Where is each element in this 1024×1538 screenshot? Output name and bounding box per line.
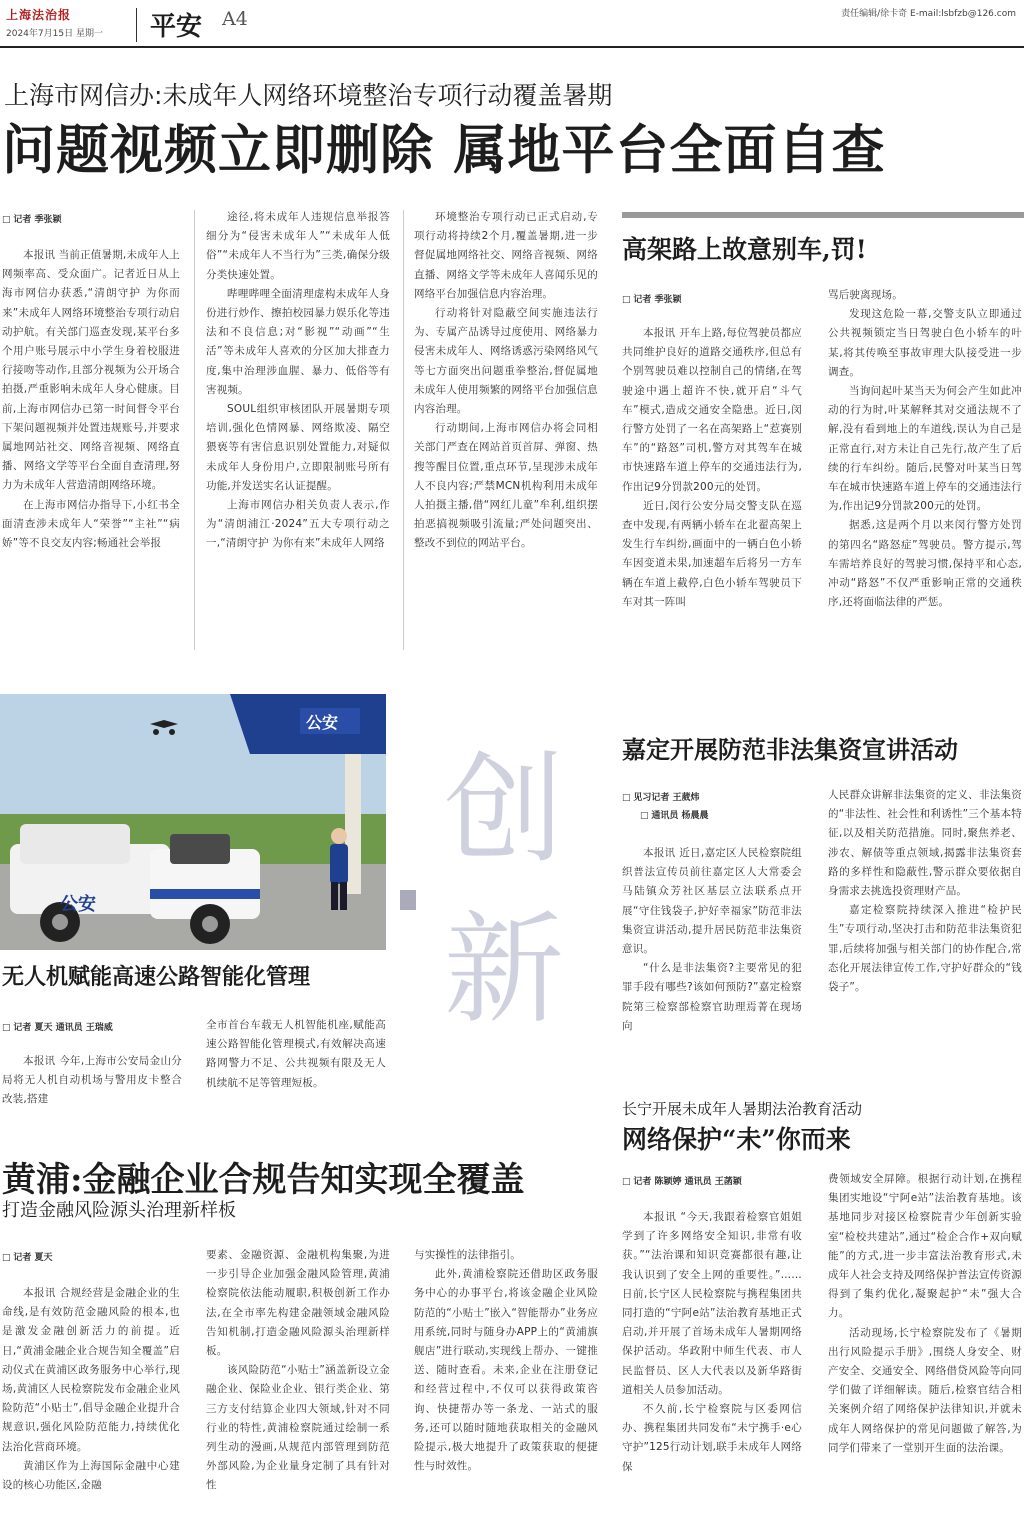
- jiading-col-2: [828, 786, 1022, 1056]
- drone-headline: 无人机赋能高速公路智能化管理: [2, 964, 311, 990]
- changning-col-1: [622, 1208, 802, 1536]
- main-col-3: [414, 208, 598, 650]
- paragraph: 途径,将未成年人违规信息举报答细分为“侵害未成年人”“未成年人低俗”“未成年人不当行为”三类,确保分级分类快速处置。: [206, 211, 390, 281]
- drone-police-photo: [0, 694, 386, 950]
- paragraph: 不久前,长宁检察院与区委网信办、携程集团共同发布“未宁携手·e心守护”125行动计划,联手未成年人网络保: [622, 1403, 802, 1473]
- drone-col-1: [2, 1052, 182, 1116]
- paragraph: 据悉,这是两个月以来闵行警方处罚的第四名“路怒症”驾驶员。警方提示,驾车需培养良好的驾驶习惯,保持平和心态,冲动“路怒”不仅严重影响正常的交通秩序,还将面临法律的严惩。: [828, 519, 1022, 609]
- section-name: 平安: [150, 12, 203, 42]
- byline-text: 通讯员 杨晨晨: [651, 811, 709, 821]
- expressway-headline: 高架路上故意别车,罚!: [622, 235, 867, 264]
- changning-kicker: 长宁开展未成年人暑期法治教育活动: [622, 1100, 863, 1118]
- paragraph: 本报讯 合规经营是金融企业的生命线,是有效防范金融风险的根本,也是激发金融创新活力的前提。近日,“黄浦金融企业合规告知全覆盖”启动仪式在黄浦区政务服务中心举行,现场,黄浦区人民检察院发布金融企业风险防范“小贴士”,倡导金融企业提升合规意识,强化风险防范能力,持续优化法治化营商环境。: [2, 1287, 180, 1453]
- paragraph: 行动期间,上海市网信办将会同相关部门严查在网站首页首屏、弹窗、热搜等醒目位置,重点环节,呈现涉未成年人不良内容;严禁MCN机构利用未成年人拍摄主播,借“网红儿童”牟利,组织摆拍恶搞视频吸引流量;严处问题突出、整改不到位的网站平台。: [414, 422, 598, 550]
- drone-byline: □ 记者 夏天 通讯员 王瑞威: [2, 1020, 113, 1033]
- huangpu-headline: 黄浦:金融企业合规告知实现全覆盖: [2, 1160, 525, 1200]
- main-col-2: [206, 208, 390, 650]
- decorative-char: 新: [444, 901, 564, 1040]
- paragraph: 本报讯 开车上路,每位驾驶员都应共同维护良好的道路交通秩序,但总有个别驾驶员难以控制自己的情绪,在驾驶途中遇上超许不快,就开启“斗气车”模式,造成交通安全隐患。近日,闵行警方处罚了一名在高架路上“惹赛别车”的“路怒”司机,警方对其驾车在城市快速路车道上停车的交通违法行为,作出记9分罚款200元的处罚。: [622, 327, 802, 493]
- huangpu-col-1: [2, 1284, 180, 1536]
- column-rule: [194, 210, 195, 650]
- huangpu-col-2: [206, 1246, 390, 1536]
- paragraph: 上海市网信办相关负责人表示,作为“清朗浦江·2024”五大专项行动之一,“清朗守护 为你有来”未成年人网络: [206, 499, 390, 550]
- jiading-headline: 嘉定开展防范非法集资宣讲活动: [622, 735, 958, 764]
- paragraph: 与实操性的法律指引。: [414, 1249, 521, 1261]
- main-kicker: 上海市网信办:未成年人网络环境整治专项行动覆盖暑期: [4, 81, 613, 110]
- paragraph: 费领域安全屏障。根据行动计划,在携程集团实地设“宁阿e站”法治教育基地。该基地同步对接区检察院青少年创新实验室“检校共建站”,通过“检企合作+双向赋能”的方式,进一步丰富法治教育形式,未成年人社会支持及网络保护普法宣传资源得到了集约优化,凝聚起护“未”强大合力。: [828, 1173, 1022, 1320]
- changning-byline: □ 记者 陈颖婷 通讯员 王菡颖: [622, 1174, 742, 1187]
- paragraph: 在上海市网信办指导下,小红书全面清查涉未成年人“荣誉”“主社”“病娇”等不良交友内容;畅通社会举报: [2, 498, 180, 550]
- paragraph: 黄浦区作为上海国际金融中心建设的核心功能区,金融: [2, 1459, 180, 1492]
- decorative-char: 创: [444, 741, 564, 880]
- photo-police-label: 公安: [60, 894, 96, 915]
- column-rule: [403, 210, 404, 650]
- paragraph: 发现这危险一幕,交警支队立即通过公共视频锁定当日驾驶白色小轿车的叶某,将其传唤至事故审理大队接受进一步调查。: [828, 308, 1022, 378]
- jiading-byline-2: [640, 808, 709, 821]
- issue-date: 2024年7月15日 星期一: [6, 29, 103, 39]
- paragraph: 骂后驶离现场。: [828, 289, 903, 301]
- masthead-divider: [136, 8, 137, 42]
- page-number: A4: [222, 8, 248, 30]
- editor-credit: 责任编辑/徐卡奇 E-mail:lsbfzb@126.com: [841, 9, 1016, 19]
- expressway-col-1: [622, 324, 802, 690]
- changning-headline: 网络保护“未”你而来: [622, 1125, 851, 1154]
- paragraph: 本报讯 “今天,我跟着检察官姐姐学到了许多网络安全知识,非常有收获。”“法治课和知识竞赛都很有趣,让我认识到了安全上网的重要性。”……日前,长宁区人民检察院与携程集团共同打造的“宁阿e站”法治教育基地正式启动,并开展了首场未成年人暑期网络保护活动。华政附中师生代表、市人民监督员、区人大代表以及新华路街道相关人员参加活动。: [622, 1211, 802, 1396]
- paragraph: 本报讯 当前正值暑期,未成年人上网频率高、受众面广。记者近日从上海市网信办获悉,“清朗守护 为你而来”未成年人网络环境整治专项行动启动护航。有关部门巡查发现,某平台多个用户账号展示中小学生身着校服进行接吻等动作,且部分视频为公开场合拍摄,严重影响未成年人身心健康。目前,上海市网信办已第一时间督令平台下架问题视频并处置违规账号,并要求属地网站社交、网络音视频、网络直播、网络文学等平台全面自查清理,努力为未成年人营造清朗网络环境。: [2, 249, 180, 492]
- jiading-byline: □ 见习记者 王葳炜: [622, 790, 700, 803]
- expressway-byline: □ 记者 季张颖: [622, 292, 682, 305]
- huangpu-byline: □ 记者 夏天: [2, 1250, 53, 1263]
- main-headline: 问题视频立即删除 属地平台全面自查: [2, 119, 886, 181]
- paragraph: 环境整治专项行动已正式启动,专项行动将持续2个月,覆盖暑期,进一步督促属地网络社交、网络音视频、网络直播、网络文学等未成年人喜闻乐见的网络平台加强信息内容治理。: [414, 211, 598, 300]
- paragraph: 本报讯 今年,上海市公安局金山分局将无人机自动机场与警用皮卡整合改装,搭建: [2, 1055, 182, 1106]
- paragraph: 当询问起叶某当天为何会产生如此冲动的行为时,叶某解释其对交通法规不了解,没有看到地上的车道线,误认为自己是正常直行,对方未让自己先行,故产生了后续的行车纠纷。随后,民警对叶某当日驾车在城市快速路车道上停车的交通违法行为,作出记9分罚款200元的处罚。: [828, 385, 1022, 513]
- decorative-square: [400, 890, 416, 910]
- huangpu-subhead: 打造金融风险源头治理新样板: [2, 1200, 236, 1221]
- main-byline: □ 记者 季张颖: [2, 212, 62, 225]
- paragraph: “什么是非法集资?主要常见的犯罪手段有哪些?该如何预防?”嘉定检察院第三检察部检察官助理焉菁在现场向: [622, 962, 802, 1032]
- paragraph: 此外,黄浦检察院还借助区政务服务中心的办事平台,将该金融企业风险防范的“小贴士”嵌入“智能帮办”业务应用系统,同时与随身办APP上的“黄浦旗舰店”进行联动,实现线上帮办、一键推送、随时查看。未来,企业在注册登记和经营过程中,不仅可以获得政策咨询、快捷帮办等一条龙、一站式的服务,还可以随时随地获取相关的金融风险提示,极大地提升了政策获取的便捷性与时效性。: [414, 1268, 598, 1473]
- paragraph: 嘉定检察院持续深入推进“检护民生”专项行动,坚决打击和防范非法集资犯罪,后续将加强与相关部门的协作配合,常态化开展法律宣传工作,守护好群众的“钱袋子”。: [828, 904, 1022, 994]
- paragraph: 全市首台车载无人机智能机座,赋能高速公路智能化管理模式,有效解决高速路网警力不足、公共视频有限及无人机续航不足等管理短板。: [206, 1019, 386, 1089]
- main-col-1: [2, 246, 180, 650]
- newspaper-logo: 上海法治报: [6, 8, 72, 22]
- changning-col-2: [828, 1170, 1022, 1536]
- huangpu-col-3: [414, 1246, 598, 1536]
- paragraph: 人民群众讲解非法集资的定义、非法集资的“非法性、社会性和利诱性”三个基本特征,以及相关防范措施。同时,聚焦养老、涉农、解债等重点领域,揭露非法集资套路的多样性和隐蔽性,警示群众要依据自身需求去挑选投资理财产品。: [828, 789, 1022, 898]
- jiading-col-1: [622, 844, 802, 1056]
- drone-col-2: [206, 1016, 386, 1116]
- paragraph: 近日,闵行公安分局交警支队在巡查中发现,有两辆小轿车在北翟高架上发生行车纠纷,画面中的一辆白色小轿车因变道未果,加速超车后将另一方车辆在车道上截停,白色小轿车驾驶员下车对其一阵叫: [622, 499, 802, 608]
- paragraph: 哔哩哔哩全面清理虚构未成年人身份进行炒作、擦拍校园暴力娱乐化等违法和不良信息;对“影视”“动画”“生活”等未成年人喜欢的分区加大排查力度,集中治理涉血腥、暴力、低俗等有害视频。: [206, 287, 390, 396]
- decorative-block: [400, 694, 600, 1050]
- expressway-col-2: [828, 286, 1022, 690]
- paragraph: 行动将针对隐蔽空间实施违法行为、专属产品诱导过度使用、网络暴力侵害未成年人、网络诱惑污染网络风气等七方面突出问题重拳整治,督促属地未成年人使用频繁的网络平台加强信息内容治理。: [414, 307, 598, 416]
- story-top-bar: [622, 212, 1024, 218]
- paragraph: 该风险防范“小贴士”涵盖新设立金融企业、保险业企业、银行类企业、第三方支付结算企业四大领域,针对不同行业的特性,黄浦检察院通过绘制一系列生动的漫画,从规范内部管理到防范外部风险,为企业量身定制了具有针对性: [206, 1364, 390, 1492]
- paragraph: 本报讯 近日,嘉定区人民检察院组织普法宣传员前往嘉定区人大常委会马陆镇众芳社区基层立法联系点开展“守住钱袋子,护好幸福家”防范非法集资宣讲活动,提升居民防范非法集资意识。: [622, 847, 802, 956]
- paragraph: 要素、金融资源、金融机构集聚,为进一步引导企业加强金融风险管理,黄浦检察院依法能动履职,积极创新工作办法,在全市率先构建金融领域金融风险告知机制,打造金融风险源头治理新样板。: [206, 1249, 390, 1358]
- photo-sign-label: 公安: [306, 713, 339, 732]
- masthead-rule: [0, 46, 1024, 48]
- paragraph: 活动现场,长宁检察院发布了《暑期出行风险提示手册》,围绕人身安全、财产安全、交通安全、网络借贷风险等向同学们做了详细解读。随后,检察官结合相关案例介绍了网络保护法律知识,并就未成年人网络保护的常见问题做了解答,为同学们带来了一堂别开生面的法治课。: [828, 1326, 1022, 1454]
- paragraph: SOUL组织审核团队开展暑期专项培训,强化色情网暴、网络欺凌、隔空猥亵等有害信息识别处置能力,对疑似未成年人身份用户,立即限制账号所有功能,并发送实名认证提醒。: [206, 403, 390, 492]
